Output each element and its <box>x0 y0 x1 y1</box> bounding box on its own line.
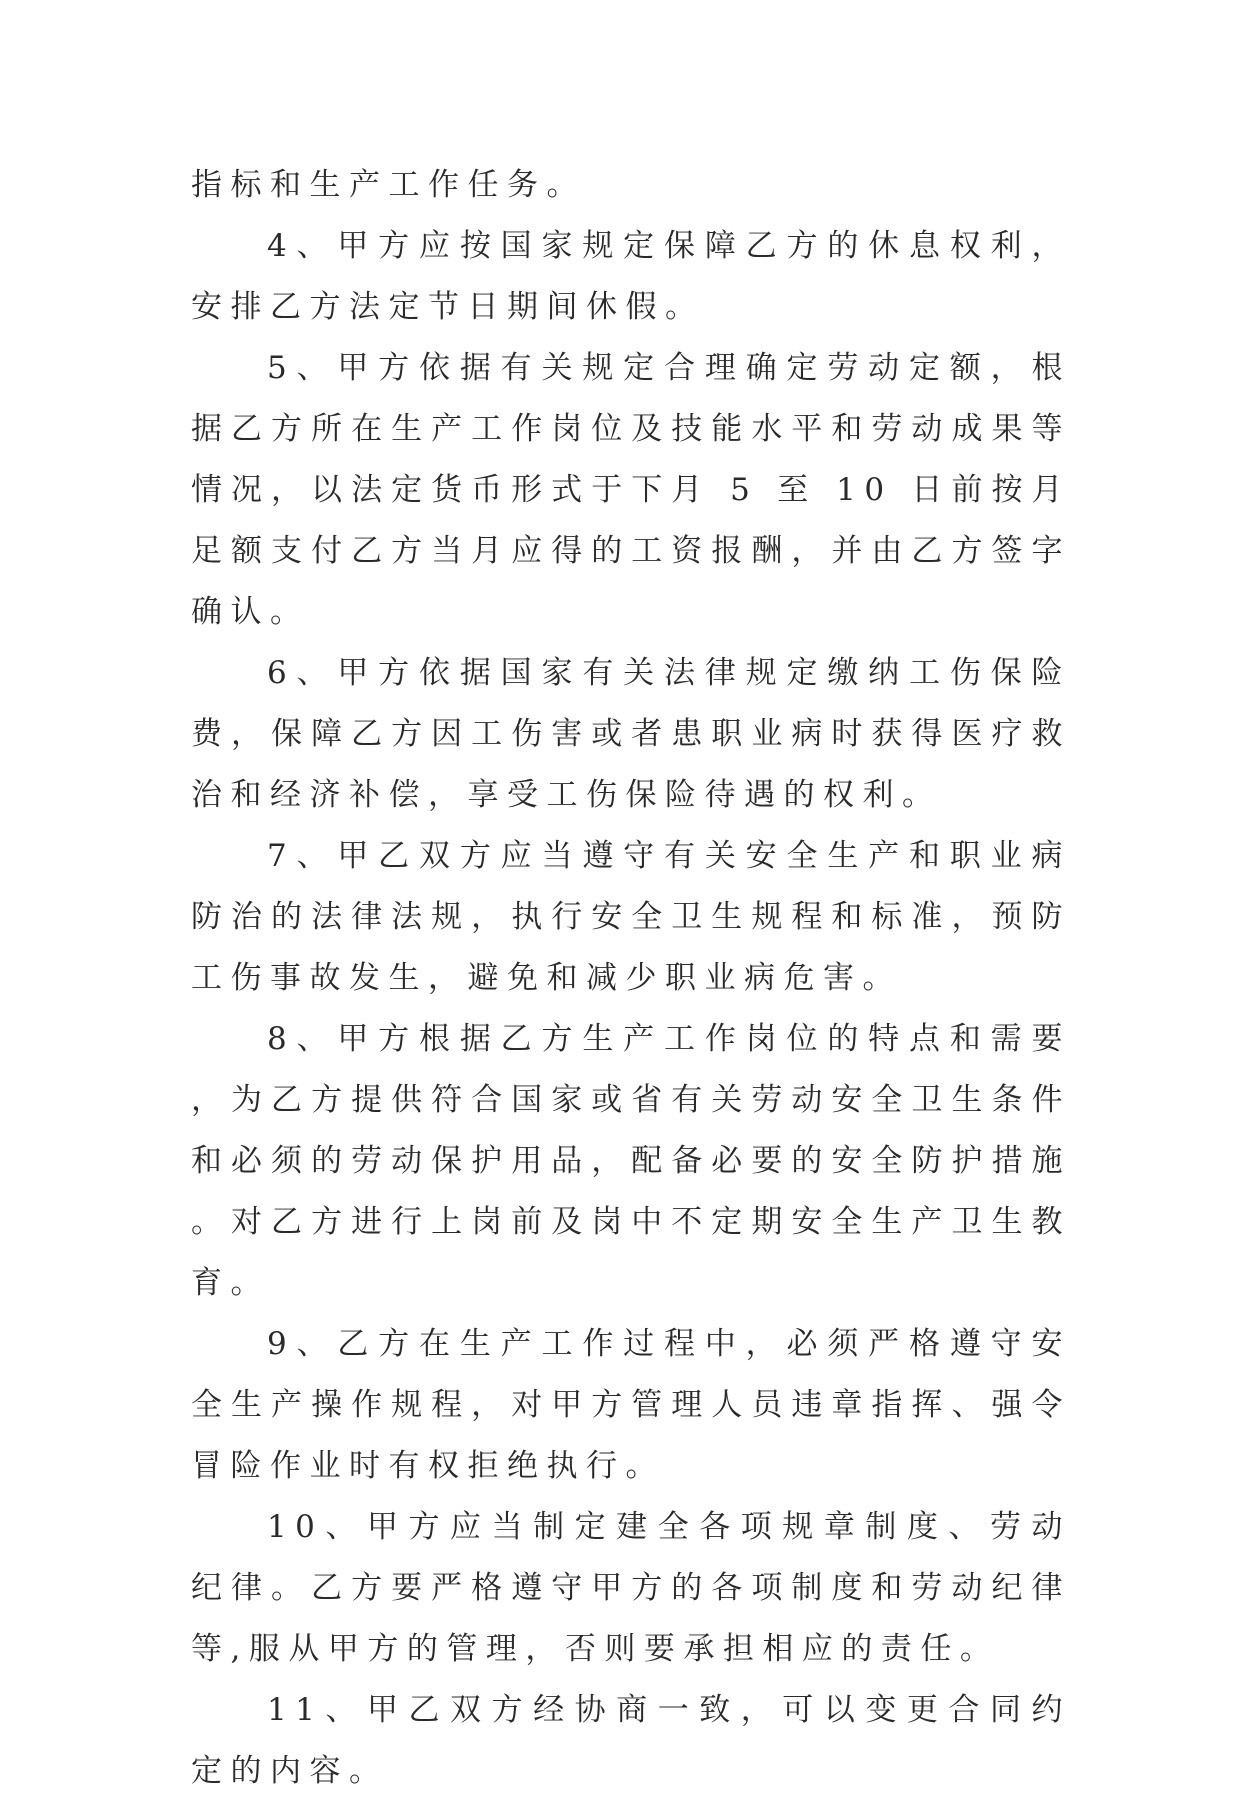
document-body <box>191 155 1071 1802</box>
paragraph-continuation: 指标和生产工作任务。 <box>191 167 586 203</box>
paragraph-clause-6: 6、甲方依据国家有关法律规定缴纳工伤保险费，保障乙方因工伤害或者患职业病时获得医疗救治和经济补偿，享受工伤保险待遇的权利。 <box>191 655 1071 813</box>
paragraph-clause-7: 7、甲乙双方应当遵守有关安全生产和职业病防治的法律法规，执行安全卫生规程和标准，预防工伤事故发生，避免和减少职业病危害。 <box>191 838 1071 996</box>
paragraph-clause-10: 10、甲方应当制定建全各项规章制度、劳动纪律。乙方要严格遵守甲方的各项制度和劳动纪律等,服从甲方的管理，否则要承担相应的责任。 <box>191 1509 1071 1667</box>
paragraph-clause-9: 9、乙方在生产工作过程中，必须严格遵守安全生产操作规程，对甲方管理人员违章指挥、强令冒险作业时有权拒绝执行。 <box>191 1326 1071 1484</box>
paragraph-clause-5: 5、甲方依据有关规定合理确定劳动定额，根据乙方所在生产工作岗位及技能水平和劳动成果等情况，以法定货币形式于下月 5 至 10 日前按月足额支付乙方当月应得的工资报酬，并由乙方签字确认。 <box>191 350 1071 630</box>
paragraph-clause-4: 4、甲方应按国家规定保障乙方的休息权利，安排乙方法定节日期间休假。 <box>191 228 1071 325</box>
paragraph-clause-11: 11、甲乙双方经协商一致，可以变更合同约定的内容。 <box>191 1692 1071 1789</box>
paragraph-clause-8: 8、甲方根据乙方生产工作岗位的特点和需要，为乙方提供符合国家或省有关劳动安全卫生条件和必须的劳动保护用品，配备必要的安全防护措施。对乙方进行上岗前及岗中不定期安全生产卫生教育。 <box>191 1021 1071 1301</box>
